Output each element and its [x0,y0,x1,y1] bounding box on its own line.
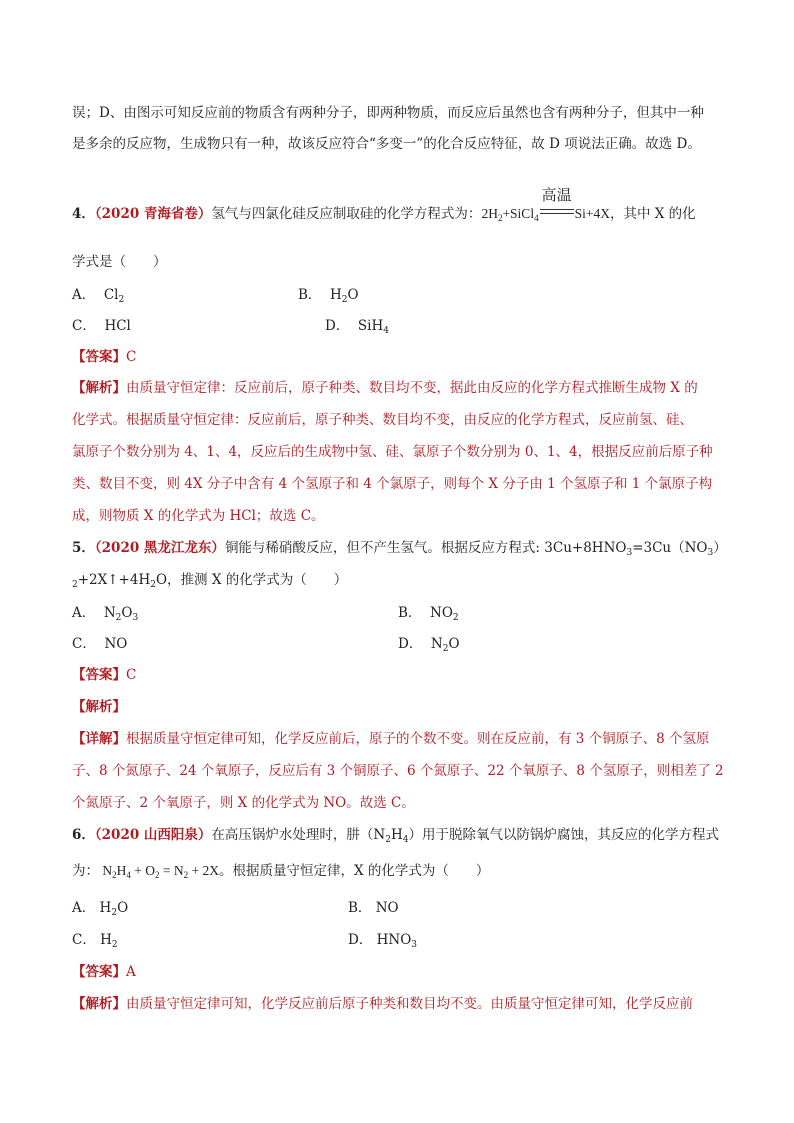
q4-option-b[interactable]: B． $H_2O$ [298,287,359,305]
q5-stem-line-2: $_2+2X↑+4H_2O$，推测 X 的化学式为（ ） [72,572,348,590]
intro-line-1: 误；D、由图示可知反应前的物质含有两种分子，即两种物质，而反应后虽然也含有两种分子，但其中一种 [72,105,704,121]
q5-answer: 【答案】C [72,667,137,683]
q6-analysis-1: 【解析】由质量守恒定律可知，化学反应前后原子种类和数目均不变。由质量守恒定律可知，化学反应前 [72,996,693,1012]
q6-option-d[interactable]: D． $HNO_3$ [348,932,418,950]
q4-analysis-1: 【解析】由质量守恒定律：反应前后，原子种类、数目均不变，据此由反应的化学方程式推断生成物 X 的 [72,380,698,396]
q5-detail-3: 个氮原子、2 个氧原子，则 X 的化学式为 NO。故选 C。 [72,795,415,811]
q4-analysis-2: 化学式。根据质量守恒定律：反应前后，原子种类、数目均不变，由反应的化学方程式，反应前氢、硅、 [72,412,693,428]
q4-option-c[interactable]: C． HCl [72,318,131,334]
q4-stem-line-2: 学式是（ ） [72,254,167,270]
q4-analysis-5: 成，则物质 X 的化学式为 HCl；故选 C。 [72,508,325,524]
q6-option-b[interactable]: B． NO [348,900,399,916]
q6-stem-line-2: 为： $N_2H_4 + O_2 = N_2 + 2X$。根据质量守恒定律，X 的化学式为（ ） [72,863,490,880]
q5-detail-2: 子、8 个氮原子、24 个氧原子，反应后有 3 个铜原子、6 个氮原子、22 个氧原子、8 个氢原子，则相差了 2 [72,763,724,779]
q6-answer: 【答案】A [72,964,136,980]
q4-analysis-3: 氯原子个数分别为 4、1、4，反应后的生成物中氢、硅、氯原子个数分别为 0、1、4，根据反应前后原子种 [72,444,713,460]
q5-detail-1: 【详解】根据质量守恒定律可知，化学反应前后，原子的个数不变。则在反应前，有 3 个铜原子、8 个氢原 [72,731,710,747]
q4-stem-line-1: 4．（2020 青海省卷）氢气与四氯化硅反应制取硅的化学方程式为：$2H_2+SiCl_4$ 高温 Si+4X，其中 X 的化 [72,188,696,223]
q5-option-b[interactable]: B． $NO_2$ [398,605,459,623]
q6-source: （2020 山西阳泉） [94,827,212,843]
q5-option-a[interactable]: A． $N_2O_3$ [72,605,139,623]
q6-equation: $N_2H_4 + O_2 = N_2 + 2X$ [102,863,219,880]
q5-source: （2020 黑龙江龙东） [94,540,225,556]
q4-source: （2020 青海省卷） [94,206,212,222]
q6-option-a[interactable]: A． $H_2O$ [72,900,129,918]
q5-option-c[interactable]: C． NO [72,636,128,652]
q5-option-d[interactable]: D． $N_2O$ [398,636,460,654]
q6-stem-line-1: 6．（2020 山西阳泉）在高压锅炉水处理时，肼$(N_2H_4)$用于脱除氧气以防锅炉腐蚀，其反应的化学方程式 [72,827,719,845]
intro-line-2: 是多余的反应物，生成物只有一种，故该反应符合“多变一”的化合反应特征，故 D 项说法正确。故选 D。 [72,136,701,152]
q5-analysis-label: 【解析】 [72,699,126,715]
q4-equation: $2H_2+SiCl_4$ 高温 Si+4X [481,188,610,223]
q4-option-a[interactable]: A． $Cl_2$ [72,287,125,305]
q4-answer: 【答案】C [72,349,137,365]
q4-option-d[interactable]: D． SiH$_4$ [325,318,389,336]
q4-analysis-4: 类、数目不变，则 4X 分子中含有 4 个氢原子和 4 个氯原子，则每个 X 分子由 1 个氢原子和 1 个氯原子构 [72,476,713,492]
q5-stem-line-1: 5．（2020 黑龙江龙东）铜能与稀硝酸反应，但不产生氢气。根据反应方程式: $3Cu+8HNO_3=3Cu(NO_3)$ [72,540,727,558]
reaction-condition-arrow: 高温 [540,202,574,220]
q6-option-c[interactable]: C． $H_2$ [72,932,118,950]
